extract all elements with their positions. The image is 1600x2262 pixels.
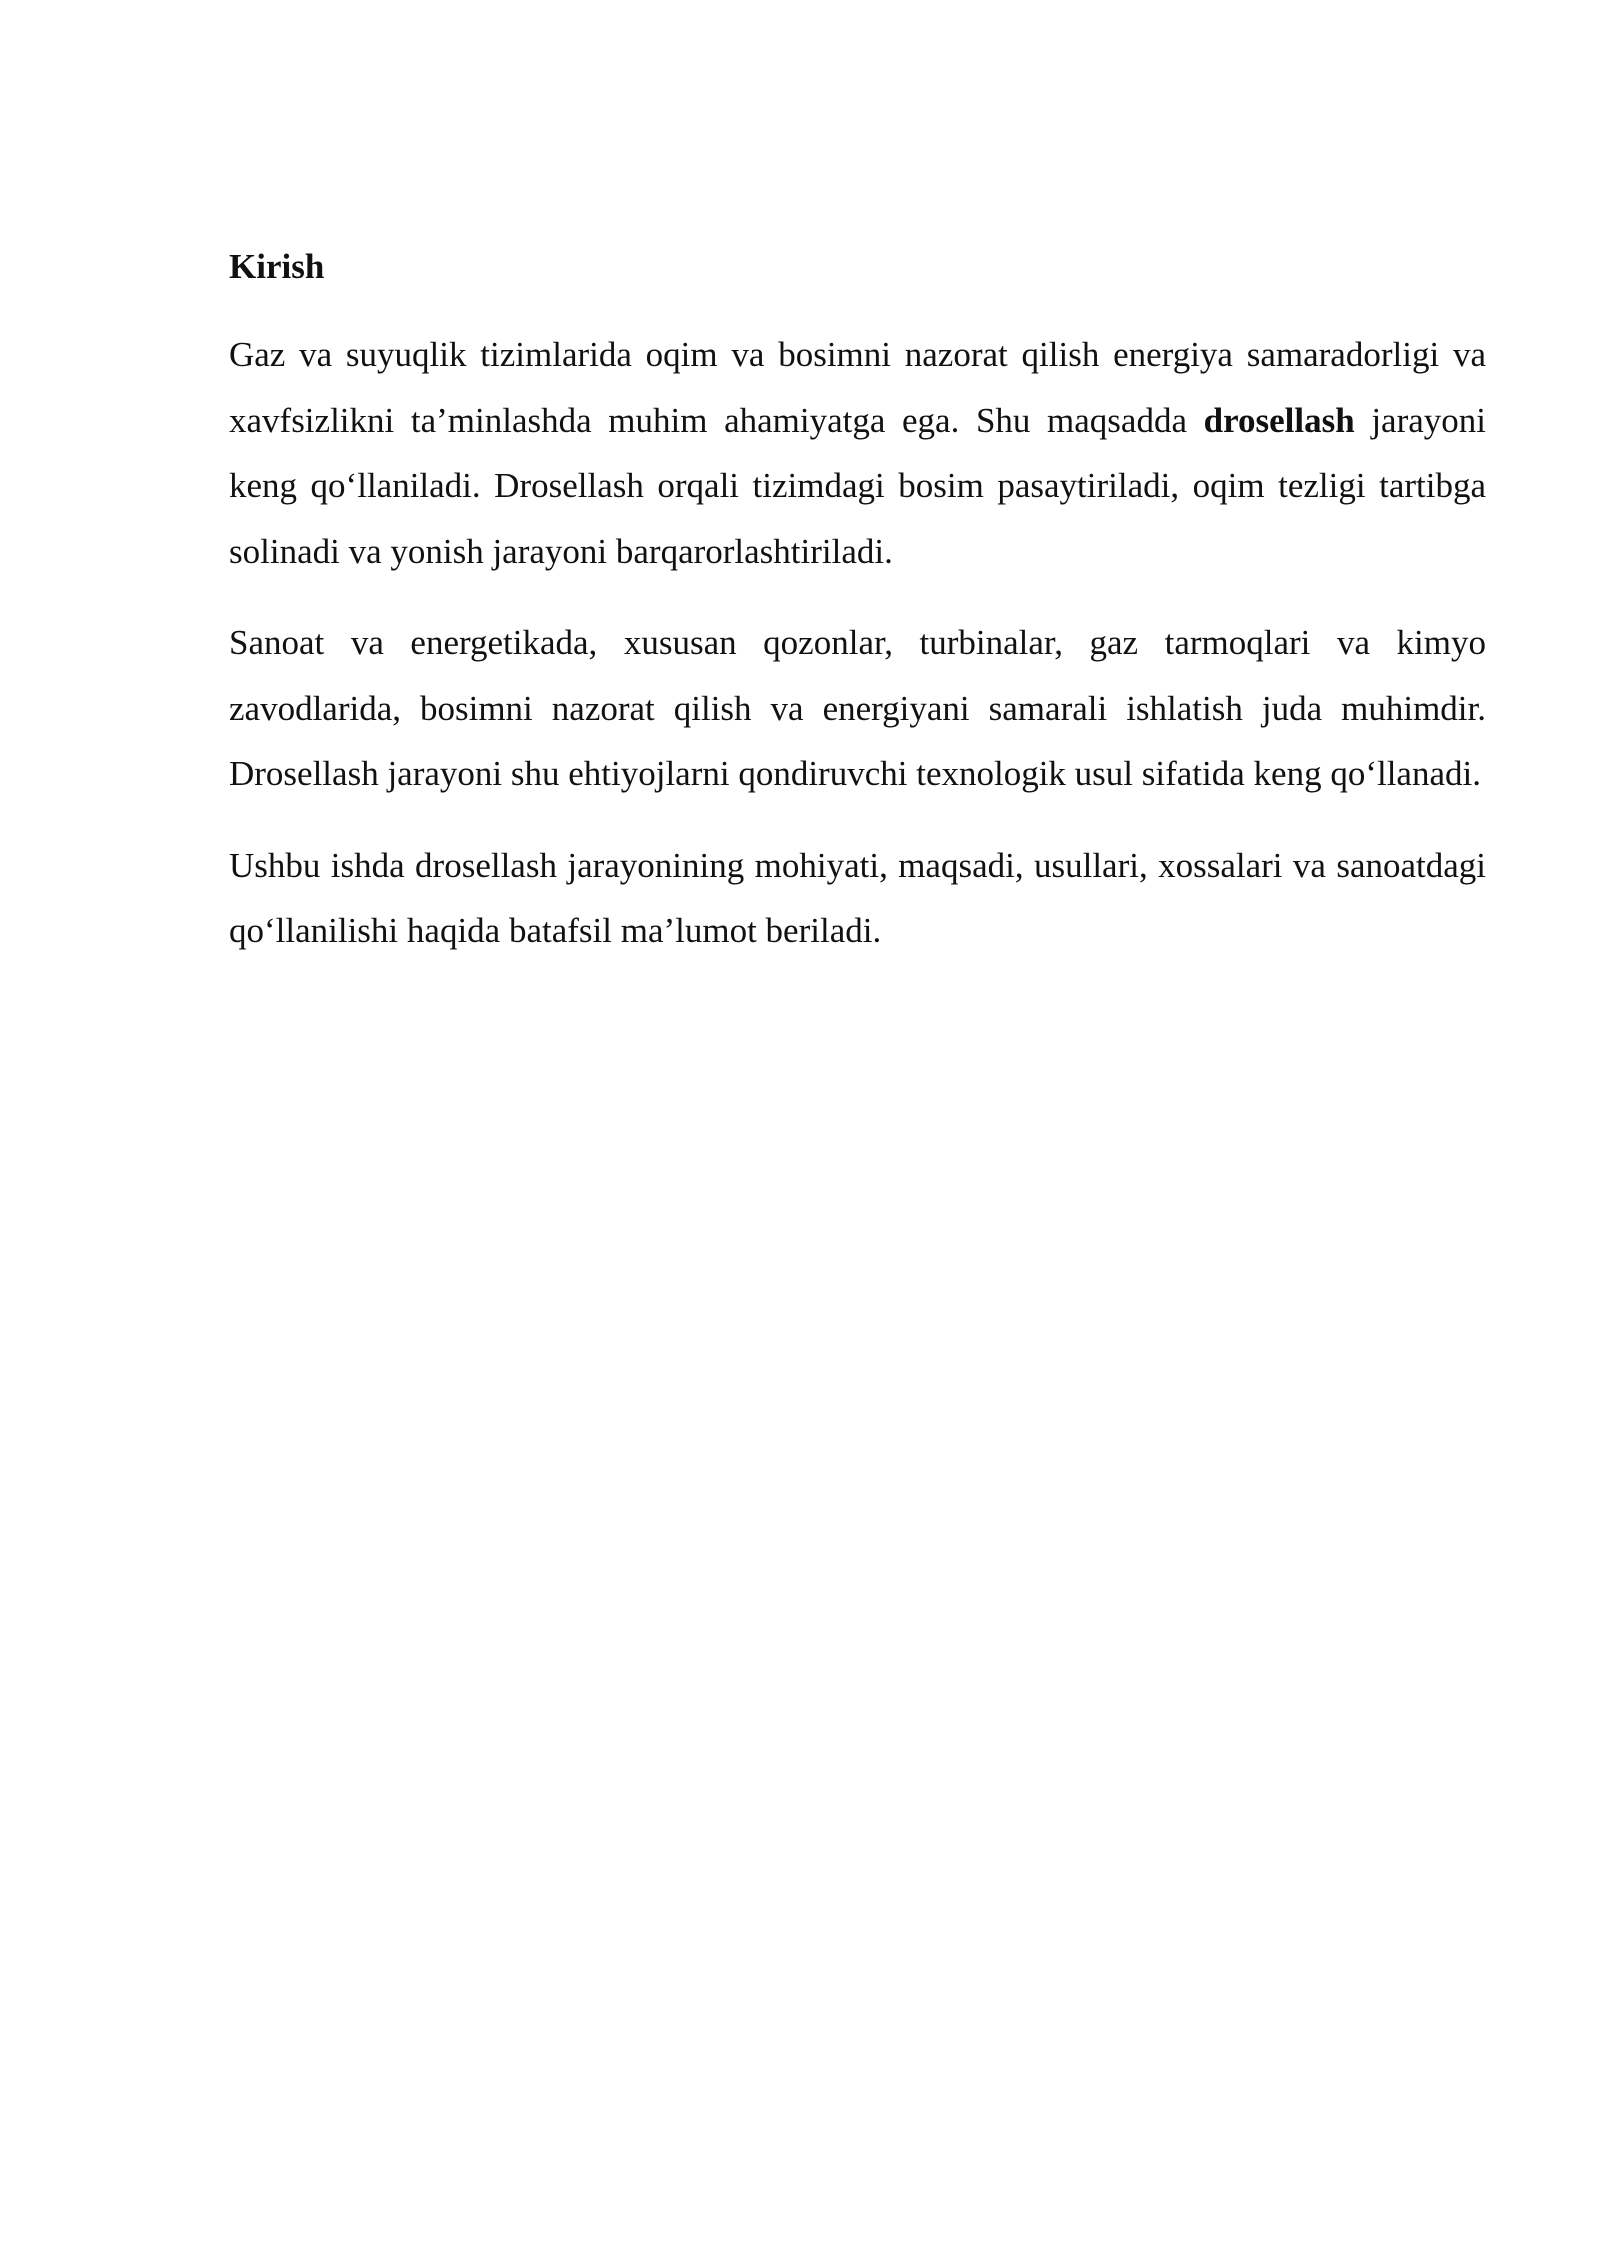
section-heading: Kirish — [229, 247, 325, 286]
bold-term: drosellash — [1203, 400, 1355, 440]
paragraph-2: Sanoat va energetikada, xususan qozonlar, turbinalar, gaz tarmoqlari va kimyo zavodlarida, bosimni nazorat qilish va energiyani samarali ishlatish juda muhimdir. Drosellash jarayoni shu ehtiyojlarni qondiruvchi texnologik usul sifatida keng qo‘llanadi. — [229, 623, 1486, 793]
paragraph-3: Ushbu ishda drosellash jarayonining mohiyati, maqsadi, usullari, xossalari va sanoatdagi qo‘llanilishi haqida batafsil ma’lumot beriladi. — [229, 845, 1486, 950]
paragraph-1-text-start: Gaz va suyuqlik tizimlarida oqim va bosimni nazorat qilish energiya samaradorligi va xavfsizlikni ta’minlashda muhim ahamiyatga ega. Shu maqsadda — [229, 335, 1486, 440]
page-content — [229, 238, 1486, 990]
paragraph-1 — [229, 322, 1486, 584]
paragraph-1-text-end: jarayoni keng qo‘llaniladi. Drosellash orqali tizimdagi bosim pasaytiriladi, oqim tezligi tartibga solinadi va yonish jarayoni barqarorlashtiriladi. — [229, 400, 1486, 571]
